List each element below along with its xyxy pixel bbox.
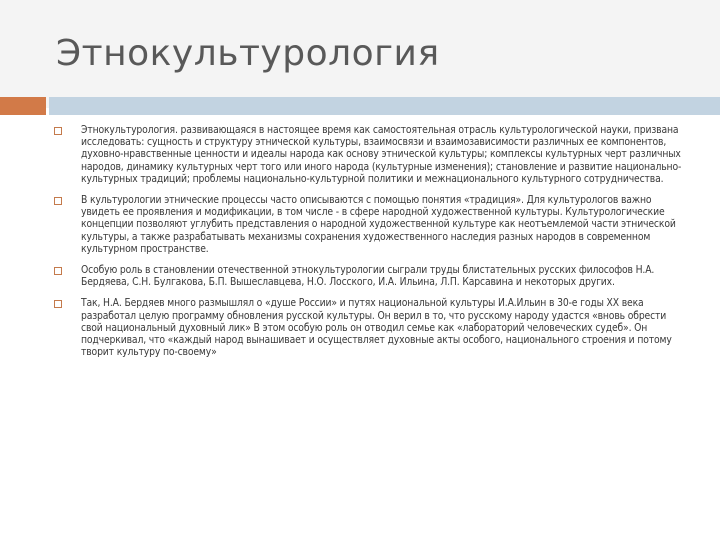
square-bullet-icon bbox=[54, 197, 62, 205]
square-bullet-icon bbox=[54, 267, 62, 275]
list-item bbox=[54, 124, 686, 185]
list-item bbox=[54, 297, 686, 358]
bullet-text: Особую роль в становлении отечественной этнокультурологии сыграли труды блистательных русских философов Н.А. Бердяева, С.Н. Булгакова, Б.П. Вышеславцева, Н.О. Лосского, И.А. Ильина, Л.П. Карсавина и некоторых других. bbox=[81, 264, 655, 289]
divider-bar bbox=[49, 97, 720, 115]
bullet-text: Этнокультурология. развивающаяся в настоящее время как самостоятельная отрасль культурологической науки, призвана исследовать: сущность и структуру этнической культуры, взаимосвязи и взаимозависимости различных ее компонентов, духовно-нравственные ценности и идеалы народа как основу этнической культуры; комплексы культурных черт различных народов, динамику культурных черт того или иного народа (культурные изменения); становление и развитие национально-культурных традиций; проблемы национально-культурной политики и межнационального культурного сотрудничества. bbox=[81, 124, 682, 185]
bullet-text: В культурологии этнические процессы часто описываются с помощью понятия «традиция». Для культурологов важно увидеть ее проявления и модификации, в том числе - в сфере народной художественной культуры. Культурологические концепции позволяют углубить представления о народной художественной культуре как неотъемлемой части этнической культуры, а также разрабатывать механизмы сохранения художественного наследия разных народов в современном культурном пространстве. bbox=[81, 194, 676, 255]
slide-title: Этнокультурология bbox=[56, 33, 440, 74]
divider-accent-block bbox=[0, 97, 46, 115]
bullet-list bbox=[54, 124, 686, 367]
square-bullet-icon bbox=[54, 127, 62, 135]
title-area bbox=[0, 0, 720, 108]
square-bullet-icon bbox=[54, 300, 62, 308]
list-item bbox=[54, 194, 686, 255]
list-item bbox=[54, 264, 686, 288]
title-divider bbox=[0, 97, 720, 115]
bullet-text: Так, Н.А. Бердяев много размышлял о «душе России» и путях национальной культуры И.А.Ильин в 30-е годы XX века разработал целую программу обновления русской культуры. Он верил в то, что русскому народу удастся «вновь обрести свой национальный духовный лик» В этом особую роль он отводил семье как «лабораторий человеческих судеб». Он подчеркивал, что «каждый народ вынашивает и осуществляет духовные акты особого, национального строения и потому творит культуру по-своему» bbox=[81, 297, 672, 359]
